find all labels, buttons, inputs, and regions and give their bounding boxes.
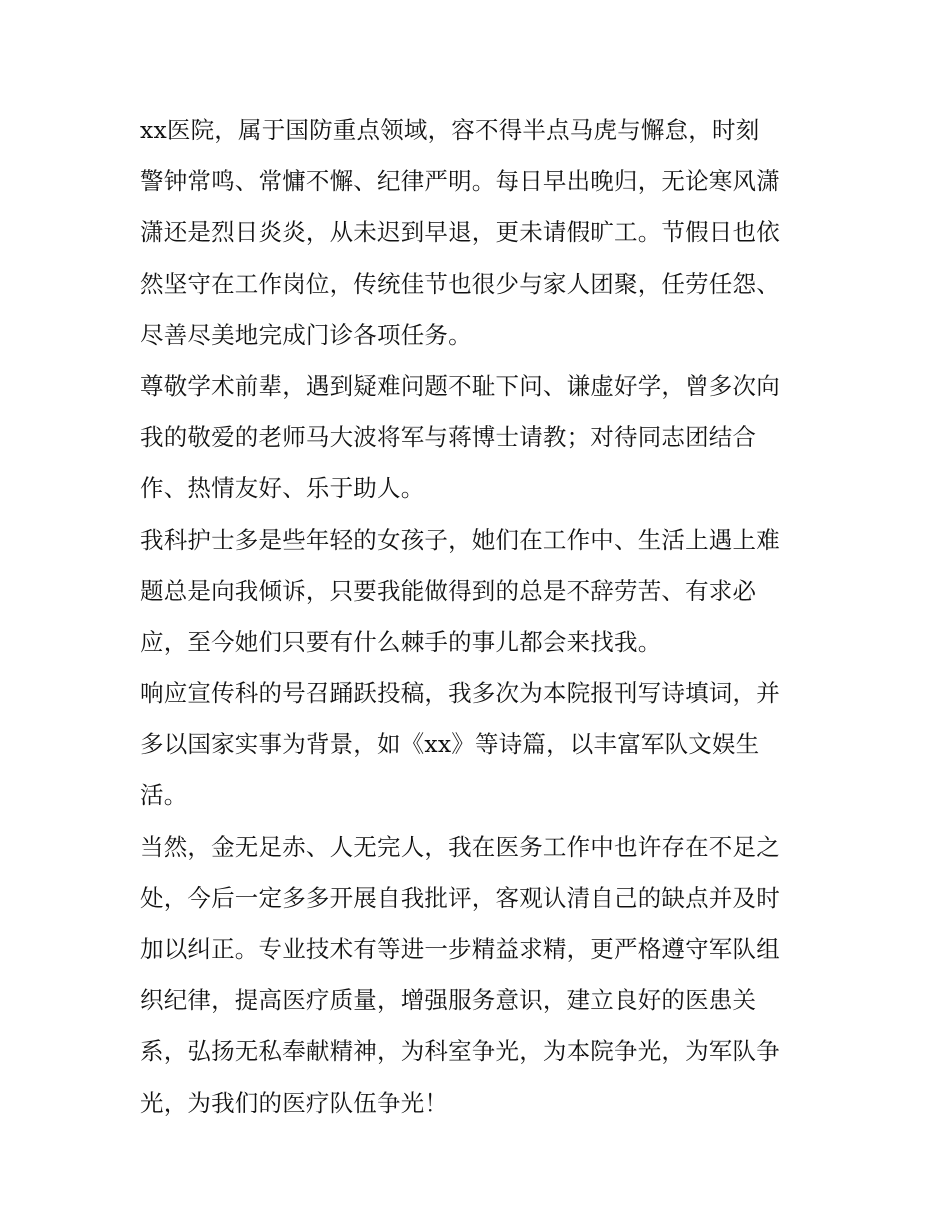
text-line: 尽善尽美地完成门诊各项任务。 xyxy=(140,320,472,349)
paragraph-conclusion xyxy=(140,822,820,1129)
text-line: 光，为我们的医疗队伍争光！ xyxy=(140,1088,449,1117)
text-line: 警钟常鸣、常慵不懈、纪律严明。每日早出晚归，无论寒风潇 xyxy=(140,167,780,196)
text-line: 处，今后一定多多开展自我批评，客观认清自己的缺点并及时 xyxy=(140,883,780,912)
text-line: 尊敬学术前辈，遇到疑难问题不耻下问、谦虚好学，曾多次向 xyxy=(140,371,780,400)
text-line: 响应宣传科的号召踊跃投稿，我多次为本院报刊写诗填词，并 xyxy=(140,679,780,708)
document-body xyxy=(140,105,820,1129)
text-line: 多以国家实事为背景，如《xx》等诗篇，以丰富军队文娱生 xyxy=(140,730,760,759)
text-line: 当然，金无足赤、人无完人，我在医务工作中也许存在不足之 xyxy=(140,832,780,861)
paragraph-duty xyxy=(140,105,820,361)
text-line: 然坚守在工作岗位，传统佳节也很少与家人团聚，任劳任怨、 xyxy=(140,269,780,298)
text-line: 应，至今她们只要有什么棘手的事儿都会来找我。 xyxy=(140,627,662,656)
text-line: 系，弘扬无私奉献精神，为科室争光，为本院争光，为军队争 xyxy=(140,1037,780,1066)
paragraph-learning xyxy=(140,361,820,515)
text-line: xx医院，属于国防重点领域，容不得半点马虎与懈怠，时刻 xyxy=(140,116,760,144)
text-line: 题总是向我倾诉，只要我能做得到的总是不辞劳苦、有求必 xyxy=(140,576,757,605)
text-line: 我科护士多是些年轻的女孩子，她们在工作中、生活上遇上难 xyxy=(140,525,780,554)
text-line: 活。 xyxy=(140,781,188,810)
text-line: 加以纠正。专业技术有等进一步精益求精，更严格遵守军队组 xyxy=(140,935,780,963)
text-line: 我的敬爱的老师马大波将军与蒋博士请教；对待同志团结合 xyxy=(140,423,757,452)
paragraph-nurses xyxy=(140,515,820,669)
paragraph-writing xyxy=(140,668,820,822)
text-line: 作、热情友好、乐于助人。 xyxy=(140,474,425,503)
text-line: 潇还是烈日炎炎，从未迟到早退，更未请假旷工。节假日也依 xyxy=(140,218,780,247)
text-line: 织纪律，提高医疗质量，增强服务意识，建立良好的医患关 xyxy=(140,986,757,1015)
